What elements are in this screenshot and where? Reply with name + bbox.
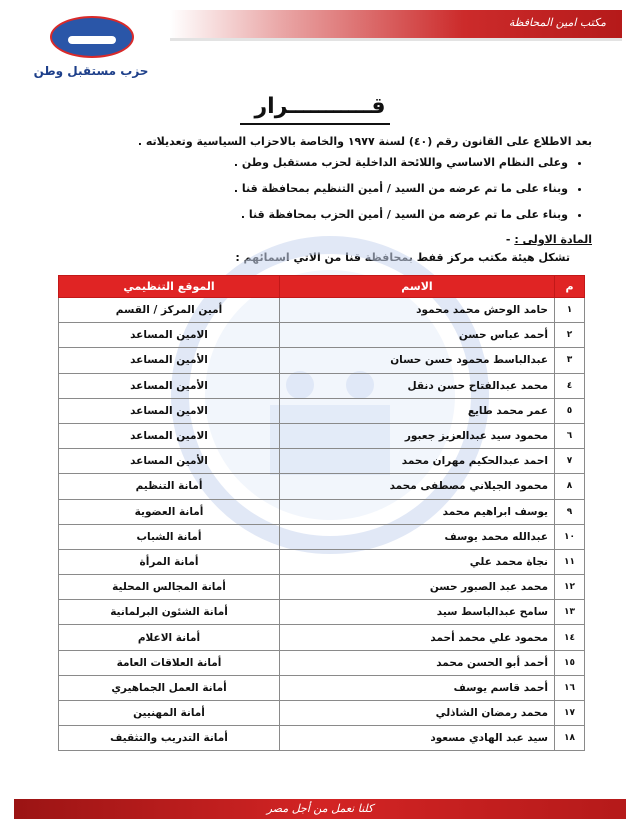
row-num: ٩ (555, 499, 585, 524)
member-role: الامين المساعد (59, 423, 280, 448)
member-name: محمود علي محمد أحمد (280, 625, 555, 650)
footer-bar (14, 799, 626, 819)
member-name: محمود الجيلاني مصطفى محمد (280, 474, 555, 499)
member-name: أحمد أبو الحسن محمد (280, 650, 555, 675)
members-table (58, 275, 585, 751)
member-name: محمد عبد الصبور حسن (280, 575, 555, 600)
member-role: أمانة الشئون البرلمانية (59, 600, 280, 625)
row-num: ٤ (555, 373, 585, 398)
table-row (59, 398, 585, 423)
table-row (59, 298, 585, 323)
member-name: نجاة محمد علي (280, 549, 555, 574)
member-role: أمانة المجالس المحلية (59, 575, 280, 600)
member-role: أمانة الاعلام (59, 625, 280, 650)
row-num: ١٥ (555, 650, 585, 675)
member-role: الأمين المساعد (59, 348, 280, 373)
bullet-item: • وبناء على ما تم عرضه من السيد / أمين التنظيم بمحافظة قنا . (48, 182, 568, 208)
member-role: أمانة الشباب (59, 524, 280, 549)
member-role: الامين المساعد (59, 398, 280, 423)
table-row (59, 701, 585, 726)
table-row (59, 650, 585, 675)
article-heading (506, 233, 592, 246)
table-row (59, 549, 585, 574)
table-row (59, 423, 585, 448)
row-num: ٥ (555, 398, 585, 423)
row-num: ١ (555, 298, 585, 323)
member-name: احمد عبدالحكيم مهران محمد (280, 449, 555, 474)
member-name: حامد الوحش محمد محمود (280, 298, 555, 323)
members-table-wrap (58, 275, 584, 751)
row-num: ١٧ (555, 701, 585, 726)
member-name: سيد عبد الهادي مسعود (280, 726, 555, 751)
party-name: حزب مستقبل وطن (33, 64, 149, 78)
row-num: ١٠ (555, 524, 585, 549)
row-num: ٨ (555, 474, 585, 499)
table-row (59, 499, 585, 524)
member-name: أحمد قاسم يوسف (280, 675, 555, 700)
member-name: عبدالباسط محمود حسن حسان (280, 348, 555, 373)
party-logo (26, 12, 156, 84)
member-role: أمانة العضوية (59, 499, 280, 524)
member-name: محمود سيد عبدالعزيز جعبور (280, 423, 555, 448)
table-row (59, 625, 585, 650)
header-role: الموقع التنظيمي (59, 276, 280, 298)
party-logo-icon (50, 16, 134, 58)
row-num: ٦ (555, 423, 585, 448)
table-row (59, 323, 585, 348)
member-name: محمد رمضان الشاذلي (280, 701, 555, 726)
member-name: سامح عبدالباسط سيد (280, 600, 555, 625)
member-role: الأمين المساعد (59, 373, 280, 398)
member-role: أمانة التنظيم (59, 474, 280, 499)
row-num: ٢ (555, 323, 585, 348)
table-row (59, 449, 585, 474)
header-name: الاسم (280, 276, 555, 298)
member-role: أمانة العلاقات العامة (59, 650, 280, 675)
table-intro: تشكل هيئة مكتب مركز قفط بمحافظة قنا من الاتي اسمائهم : (235, 251, 570, 264)
table-header-row (59, 276, 585, 298)
office-title: مكتب امين المحافظة (508, 16, 606, 29)
row-num: ١٨ (555, 726, 585, 751)
table-row (59, 675, 585, 700)
member-name: محمد عبدالفتاح حسن دنقل (280, 373, 555, 398)
row-num: ٧ (555, 449, 585, 474)
table-row (59, 373, 585, 398)
row-num: ١٦ (555, 675, 585, 700)
member-role: الامين المساعد (59, 323, 280, 348)
row-num: ٣ (555, 348, 585, 373)
title-underline (240, 123, 390, 125)
member-role: الأمين المساعد (59, 449, 280, 474)
member-name: يوسف ابراهيم محمد (280, 499, 555, 524)
row-num: ١٢ (555, 575, 585, 600)
member-role: أمين المركز / القسم (59, 298, 280, 323)
member-name: عبدالله محمد يوسف (280, 524, 555, 549)
table-row (59, 524, 585, 549)
header-num: م (555, 276, 585, 298)
footer-slogan: كلنا نعمل من أجل مصر (266, 802, 374, 815)
member-role: أمانة المهنيين (59, 701, 280, 726)
table-row (59, 348, 585, 373)
row-num: ١٣ (555, 600, 585, 625)
decree-preamble: بعد الاطلاع على القانون رقم (٤٠) لسنة ١٩٧٧ والخاصة بالاحزاب السياسية وتعديلاته . (137, 135, 592, 148)
member-name: عمر محمد طايع (280, 398, 555, 423)
member-role: أمانة العمل الجماهيري (59, 675, 280, 700)
row-num: ١١ (555, 549, 585, 574)
bullet-item: • وعلى النظام الاساسي واللائحة الداخلية لحزب مستقبل وطن . (48, 156, 568, 182)
bullet-item: • وبناء على ما تم عرضه من السيد / أمين الحزب بمحافظة قنا . (48, 208, 568, 234)
member-role: أمانة المرأة (59, 549, 280, 574)
member-name: أحمد عباس حسن (280, 323, 555, 348)
member-role: أمانة التدريب والتثقيف (59, 726, 280, 751)
table-row (59, 474, 585, 499)
table-row (59, 726, 585, 751)
header-bar (170, 10, 622, 41)
table-row (59, 575, 585, 600)
table-row (59, 600, 585, 625)
article-label: المادة الاولى : (514, 233, 592, 246)
row-num: ١٤ (555, 625, 585, 650)
article-suffix: - (505, 233, 515, 246)
decree-title: قـــــــــــرار (254, 94, 386, 119)
decree-bullets (48, 156, 584, 234)
